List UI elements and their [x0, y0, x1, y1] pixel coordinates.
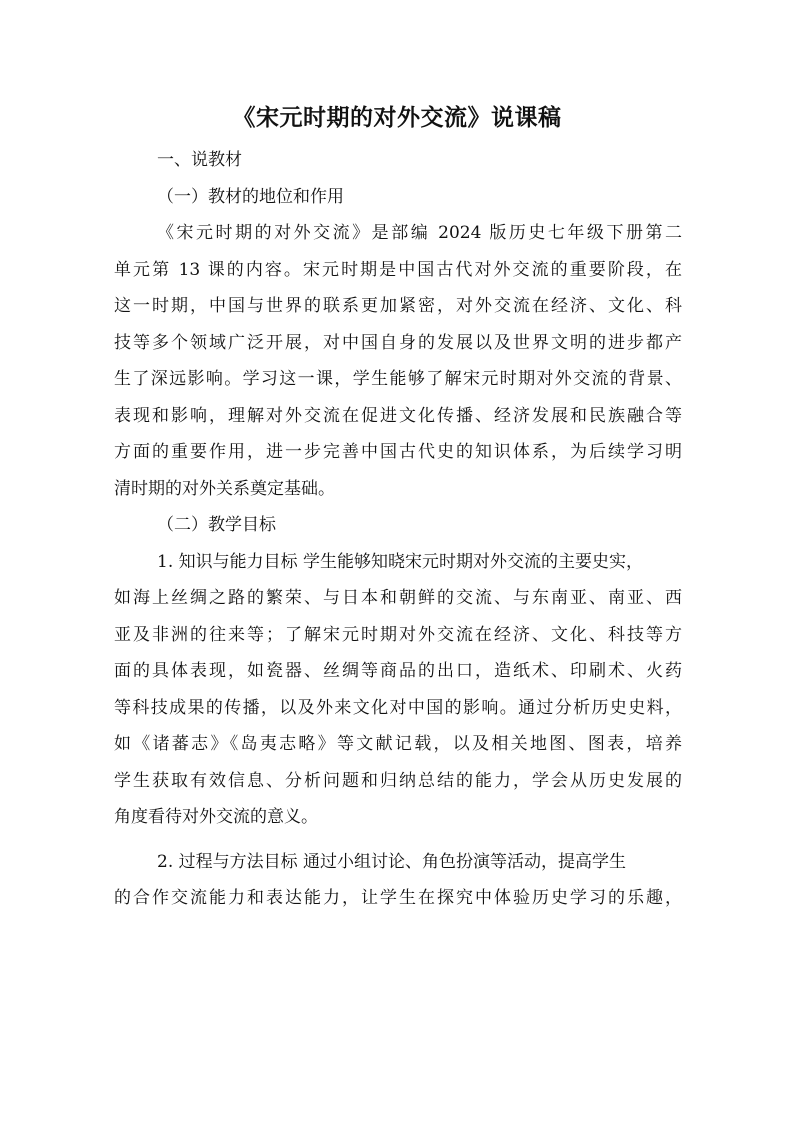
text-line — [114, 844, 682, 881]
subheading-teaching-goals: （二）教学目标 — [157, 515, 276, 535]
paragraph-knowledge-goal — [114, 544, 682, 836]
goal-text: 学生能够知晓宋元时期对外交流的主要史实， — [297, 551, 644, 572]
text-line: 生了深远影响。学习这一课，学生能够了解宋元时期对外交流的背景、 — [114, 369, 682, 389]
paragraph-status-and-role — [114, 215, 682, 507]
text-line: 如海上丝绸之路的繁荣、与日本和朝鲜的交流、与东南亚、南亚、西 — [114, 588, 682, 608]
text-line: 如《诸蕃志》《岛夷志略》等文献记载，以及相关地图、图表，培养 — [114, 734, 682, 754]
text-line: 表现和影响，理解对外交流在促进文化传播、经济发展和民族融合等 — [114, 405, 682, 426]
text-line: 单元第 13 课的内容。宋元时期是中国古代对外交流的重要阶段，在 — [114, 259, 682, 280]
text-line: 技等多个领域广泛开展，对中国自身的发展以及世界文明的进步都产 — [114, 332, 682, 353]
section-heading-teaching-material: 一、说教材 — [157, 150, 242, 170]
text-line: 方面的重要作用，进一步完善中国古代史的知识体系，为后续学习明 — [114, 442, 682, 462]
document-body — [114, 142, 682, 917]
document-title: 《宋元时期的对外交流》说课稿 — [232, 104, 562, 131]
text-line: 亚及非洲的往来等；了解宋元时期对外交流在经济、文化、科技等方 — [114, 624, 682, 645]
text-line: 学生获取有效信息、分析问题和归纳总结的能力，学会从历史发展的 — [114, 770, 682, 791]
goal-label: 1. 知识与能力目标 — [157, 551, 298, 572]
text-line: 角度看待对外交流的意义。 — [114, 807, 318, 827]
paragraph-process-goal — [114, 844, 682, 917]
text-line: 清时期的对外关系奠定基础。 — [114, 478, 335, 499]
text-line: 这一时期，中国与世界的联系更加紧密，对外交流在经济、文化、科 — [114, 296, 682, 316]
subheading-status-and-role: （一）教材的地位和作用 — [157, 186, 344, 207]
goal-text: 通过小组讨论、角色扮演等活动，提高学生 — [297, 851, 627, 872]
text-line: 等科技成果的传播，以及外来文化对中国的影响。通过分析历史史料， — [114, 697, 682, 718]
paragraph-gap — [114, 836, 682, 844]
text-line — [114, 544, 682, 581]
text-line: 面的具体表现，如瓷器、丝绸等商品的出口，造纸术、印刷术、火药 — [114, 661, 682, 681]
text-line: 《宋元时期的对外交流》是部编 2024 版历史七年级下册第二 — [157, 223, 682, 243]
text-line: 的合作交流能力和表达能力，让学生在探究中体验历史学习的乐趣， — [114, 888, 682, 908]
goal-label: 2. 过程与方法目标 — [157, 851, 298, 872]
